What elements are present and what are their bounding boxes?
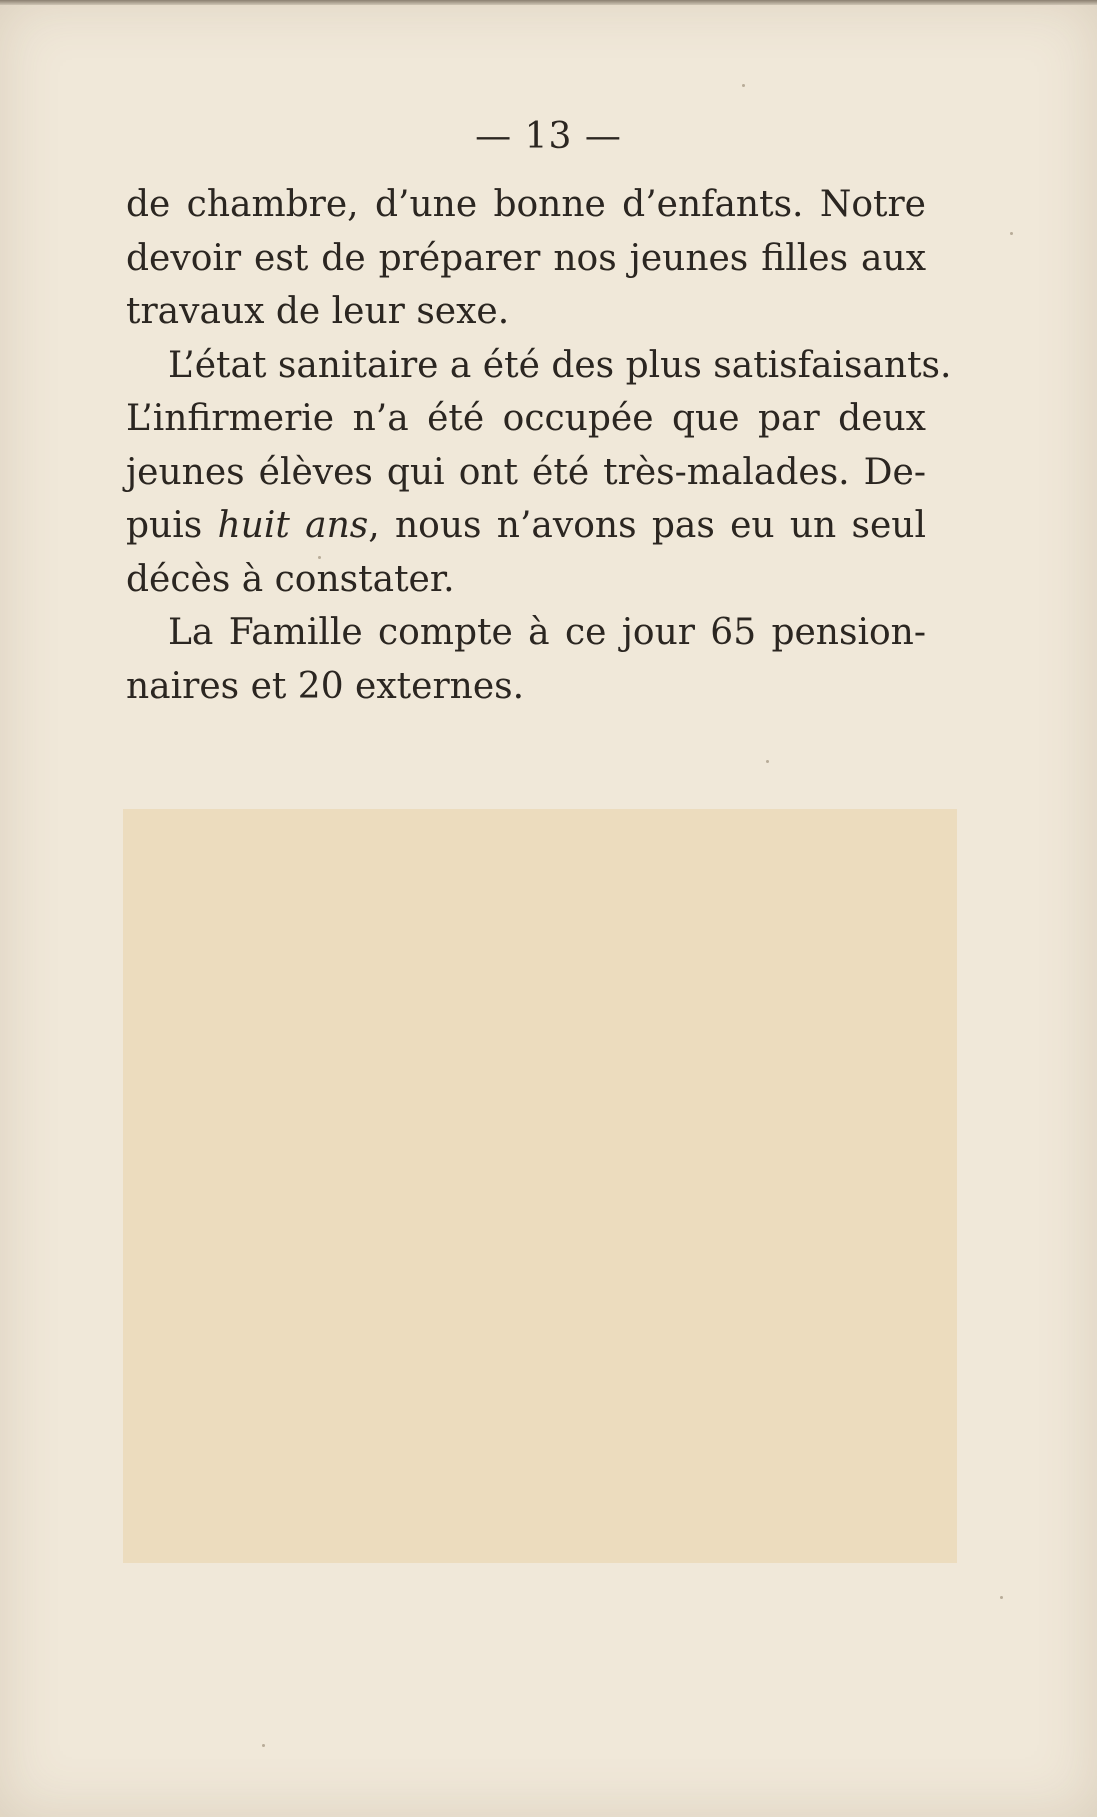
body-text: [126, 178, 952, 713]
text-line: décès à constater.: [126, 558, 455, 600]
paper-speck: [1000, 1596, 1003, 1599]
paper-speck: [766, 760, 769, 763]
paper-speck: [262, 1744, 265, 1747]
text-line: de chambre, d’une bonne d’enfants. Notre: [126, 184, 926, 225]
text-line: jeunes élèves qui ont été très-malades. De-: [126, 451, 926, 493]
paper-speck: [1010, 232, 1013, 235]
text-line: La Famille compte à ce jour 65 pension-: [168, 612, 926, 653]
italic-phrase: huit ans: [217, 505, 369, 546]
text-line: travaux de leur sexe.: [126, 291, 510, 332]
text-line: L’infirmerie n’a été occupée que par deux: [126, 398, 926, 439]
page-top-edge: [0, 0, 1097, 5]
text-line: devoir est de préparer nos jeunes filles aux: [126, 237, 926, 279]
blank-panel: [123, 809, 957, 1563]
text-line: [126, 499, 926, 553]
text-run: , nous n’avons pas eu un seul: [368, 505, 926, 546]
text-line: naires et 20 externes.: [126, 665, 525, 707]
text-line: L’état sanitaire a été des plus satisfaisants.: [168, 344, 952, 386]
paper-speck: [318, 556, 321, 559]
text-run: puis: [126, 505, 218, 546]
page-number: — 13 —: [475, 116, 622, 157]
paper-speck: [742, 84, 745, 87]
